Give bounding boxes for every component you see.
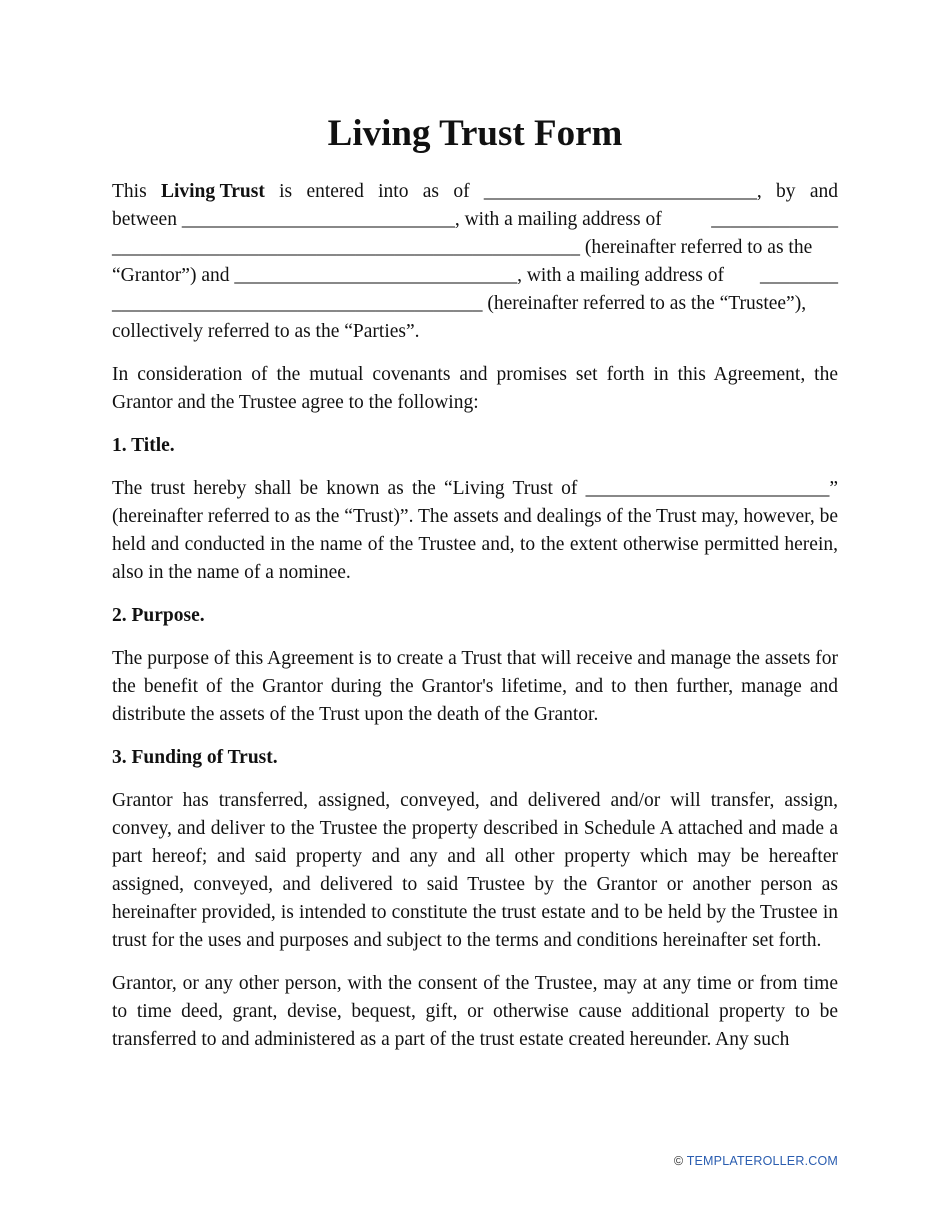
intro-word: This	[112, 181, 147, 202]
date-blank: ____________________________,	[483, 181, 762, 202]
copyright-symbol: ©	[673, 1154, 684, 1168]
intro-word: entered	[306, 181, 364, 202]
section-heading-funding: 3. Funding of Trust.	[112, 747, 278, 768]
templateroller-link[interactable]: TEMPLATEROLLER.COM	[686, 1154, 838, 1168]
intro-word: of	[453, 181, 470, 202]
footer-credit	[674, 1154, 838, 1168]
trustee-address-blank: ________	[760, 265, 838, 286]
parties-segment: collectively referred to as the “Parties”.	[112, 321, 420, 342]
intro-word: into	[378, 181, 409, 202]
consideration-paragraph: In consideration of the mutual covenants and promises set forth in this Agreement, the Grantor and the Trustee agree to the following:	[112, 364, 838, 413]
grantor-address-segment: ________________________________________________ (hereinafter referred to as the	[112, 237, 813, 258]
intro-paragraph	[112, 178, 838, 346]
section-paragraph: Grantor has transferred, assigned, conveyed, and delivered and/or will transfer, assign, convey, and deliver to the Trustee the property described in Schedule A attached and made a part hereof; and said property and any and all other property which may be hereafter assigned, conveyed, and delivered to said Trustee by the Grantor or another person as hereinafter provided, is intended to constitute the trust estate and to be held by the Trustee in trust for the uses and purposes and subject to the terms and conditions hereinafter set forth.	[112, 790, 838, 951]
intro-line	[112, 206, 838, 234]
living-trust-term: Living Trust	[160, 181, 265, 202]
document-page	[112, 110, 838, 1069]
intro-line	[112, 318, 838, 346]
section-paragraph: Grantor, or any other person, with the consent of the Trustee, may at any time or from time to time deed, grant, devise, bequest, gift, or otherwise cause additional property to be transferred to and administered as a part of the trust estate created hereunder. Any such	[112, 973, 838, 1050]
document-title: Living Trust Form	[327, 113, 623, 154]
intro-word: and	[809, 181, 838, 202]
intro-line	[112, 178, 838, 206]
intro-word: as	[422, 181, 440, 202]
trustee-name-segment: “Grantor”) and _____________________________, with a mailing address of	[112, 265, 724, 286]
intro-word: is	[279, 181, 293, 202]
section-heading-title: 1. Title.	[112, 435, 175, 456]
intro-line	[112, 262, 838, 290]
intro-line	[112, 290, 838, 318]
grantor-name-segment: between ____________________________, with a mailing address of	[112, 209, 662, 230]
section-paragraph: The purpose of this Agreement is to create a Trust that will receive and manage the assets for the benefit of the Grantor during the Grantor's lifetime, and to then further, manage and distribute the assets of the Trust upon the death of the Grantor.	[112, 648, 838, 725]
section-paragraph: The trust hereby shall be known as the “Living Trust of _________________________” (hereinafter referred to as the “Trust)”. The assets and dealings of the Trust may, however, be held and conducted in the name of the Trustee and, to the extent otherwise permitted herein, also in the name of a nominee.	[112, 478, 838, 583]
trustee-address-segment: ______________________________________ (hereinafter referred to as the “Trustee”),	[112, 293, 807, 314]
intro-word: by	[776, 181, 796, 202]
grantor-address-blank: _____________	[711, 209, 838, 230]
intro-line	[112, 234, 838, 262]
section-heading-purpose: 2. Purpose.	[112, 605, 205, 626]
